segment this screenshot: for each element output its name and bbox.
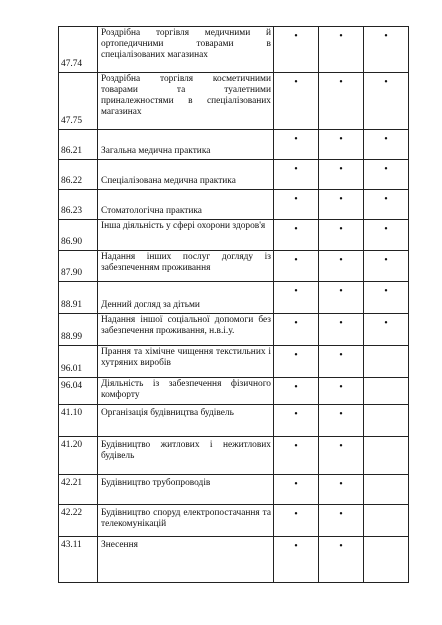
- table-row: [59, 378, 409, 405]
- mark-col-1: •: [274, 314, 319, 346]
- mark-col-2: •: [319, 160, 364, 190]
- mark-col-3: [364, 475, 409, 505]
- mark-col-2: •: [319, 190, 364, 220]
- activity-name: Спеціалізована медична практика: [98, 160, 274, 190]
- activity-code: 47.75: [59, 73, 98, 130]
- mark-col-1: •: [274, 190, 319, 220]
- activity-name: Денний догляд за дітьми: [98, 282, 274, 314]
- mark-col-1: •: [274, 405, 319, 437]
- table-row: [59, 537, 409, 583]
- mark-col-3: •: [364, 251, 409, 282]
- mark-col-2: •: [319, 27, 364, 73]
- activity-code: 87.90: [59, 251, 98, 282]
- table-row: [59, 314, 409, 346]
- mark-col-3: [364, 505, 409, 537]
- mark-col-1: •: [274, 378, 319, 405]
- mark-col-3: [364, 346, 409, 378]
- mark-col-1: •: [274, 505, 319, 537]
- mark-col-3: [364, 378, 409, 405]
- mark-col-2: •: [319, 405, 364, 437]
- activity-code: 96.04: [59, 378, 98, 405]
- table-row: [59, 190, 409, 220]
- table-row: [59, 405, 409, 437]
- mark-col-1: •: [274, 73, 319, 130]
- mark-col-3: •: [364, 130, 409, 160]
- mark-col-1: •: [274, 220, 319, 251]
- table-row: [59, 505, 409, 537]
- mark-col-2: •: [319, 282, 364, 314]
- mark-col-2: •: [319, 220, 364, 251]
- activity-name: Будівництво споруд електропостачання та телекомунікацій: [98, 505, 274, 537]
- activity-code: 86.90: [59, 220, 98, 251]
- table-row: [59, 160, 409, 190]
- mark-col-2: •: [319, 475, 364, 505]
- mark-col-2: •: [319, 130, 364, 160]
- mark-col-1: •: [274, 27, 319, 73]
- mark-col-2: •: [319, 346, 364, 378]
- mark-col-1: •: [274, 537, 319, 583]
- mark-col-1: •: [274, 475, 319, 505]
- table-row: [59, 251, 409, 282]
- activity-name: Роздрібна торгівля медичними й ортопедичними товарами в спеціалізованих магазинах: [98, 27, 274, 73]
- activity-name: Будівництво трубопроводів: [98, 475, 274, 505]
- mark-col-3: •: [364, 27, 409, 73]
- mark-col-3: •: [364, 314, 409, 346]
- activity-name: Загальна медична практика: [98, 130, 274, 160]
- mark-col-2: •: [319, 251, 364, 282]
- mark-col-1: •: [274, 346, 319, 378]
- table-row: [59, 346, 409, 378]
- activity-code: 88.91: [59, 282, 98, 314]
- activity-code: 42.21: [59, 475, 98, 505]
- activity-code: 47.74: [59, 27, 98, 73]
- mark-col-3: •: [364, 73, 409, 130]
- activity-code: 86.21: [59, 130, 98, 160]
- activity-name: Будівництво житлових і нежитлових будівель: [98, 437, 274, 475]
- table-row: [59, 27, 409, 73]
- mark-col-3: •: [364, 160, 409, 190]
- mark-col-3: [364, 405, 409, 437]
- activity-code: 88.99: [59, 314, 98, 346]
- activity-name: Знесення: [98, 537, 274, 583]
- table-row: [59, 437, 409, 475]
- table-row: [59, 220, 409, 251]
- activity-code: 41.20: [59, 437, 98, 475]
- activity-code: 43.11: [59, 537, 98, 583]
- mark-col-1: •: [274, 251, 319, 282]
- mark-col-3: •: [364, 220, 409, 251]
- table-row: [59, 475, 409, 505]
- table-row: [59, 282, 409, 314]
- activity-code: 96.01: [59, 346, 98, 378]
- mark-col-2: •: [319, 73, 364, 130]
- activity-code: 86.23: [59, 190, 98, 220]
- activity-name: Надання інших послуг догляду із забезпеченням проживання: [98, 251, 274, 282]
- mark-col-2: •: [319, 378, 364, 405]
- activity-table: [58, 26, 409, 583]
- activity-name: Діяльність із забезпечення фізичного комфорту: [98, 378, 274, 405]
- mark-col-2: •: [319, 314, 364, 346]
- activity-name: Роздрібна торгівля косметичними товарами та туалетними приналежностями в спеціалізованих магазинах: [98, 73, 274, 130]
- mark-col-3: •: [364, 282, 409, 314]
- mark-col-3: •: [364, 190, 409, 220]
- activity-code: 42.22: [59, 505, 98, 537]
- mark-col-1: •: [274, 282, 319, 314]
- mark-col-1: •: [274, 160, 319, 190]
- activity-name: Надання іншої соціальної допомоги без забезпечення проживання, н.в.і.у.: [98, 314, 274, 346]
- mark-col-2: •: [319, 505, 364, 537]
- mark-col-1: •: [274, 437, 319, 475]
- activity-name: Прання та хімічне чищення текстильних і хутряних виробів: [98, 346, 274, 378]
- activity-code: 86.22: [59, 160, 98, 190]
- table-row: [59, 130, 409, 160]
- mark-col-3: [364, 537, 409, 583]
- mark-col-2: •: [319, 537, 364, 583]
- activity-name: Організація будівництва будівель: [98, 405, 274, 437]
- activity-name: Інша діяльність у сфері охорони здоров'я: [98, 220, 274, 251]
- table-row: [59, 73, 409, 130]
- mark-col-2: •: [319, 437, 364, 475]
- activity-name: Стоматологічна практика: [98, 190, 274, 220]
- mark-col-1: •: [274, 130, 319, 160]
- activity-code: 41.10: [59, 405, 98, 437]
- mark-col-3: [364, 437, 409, 475]
